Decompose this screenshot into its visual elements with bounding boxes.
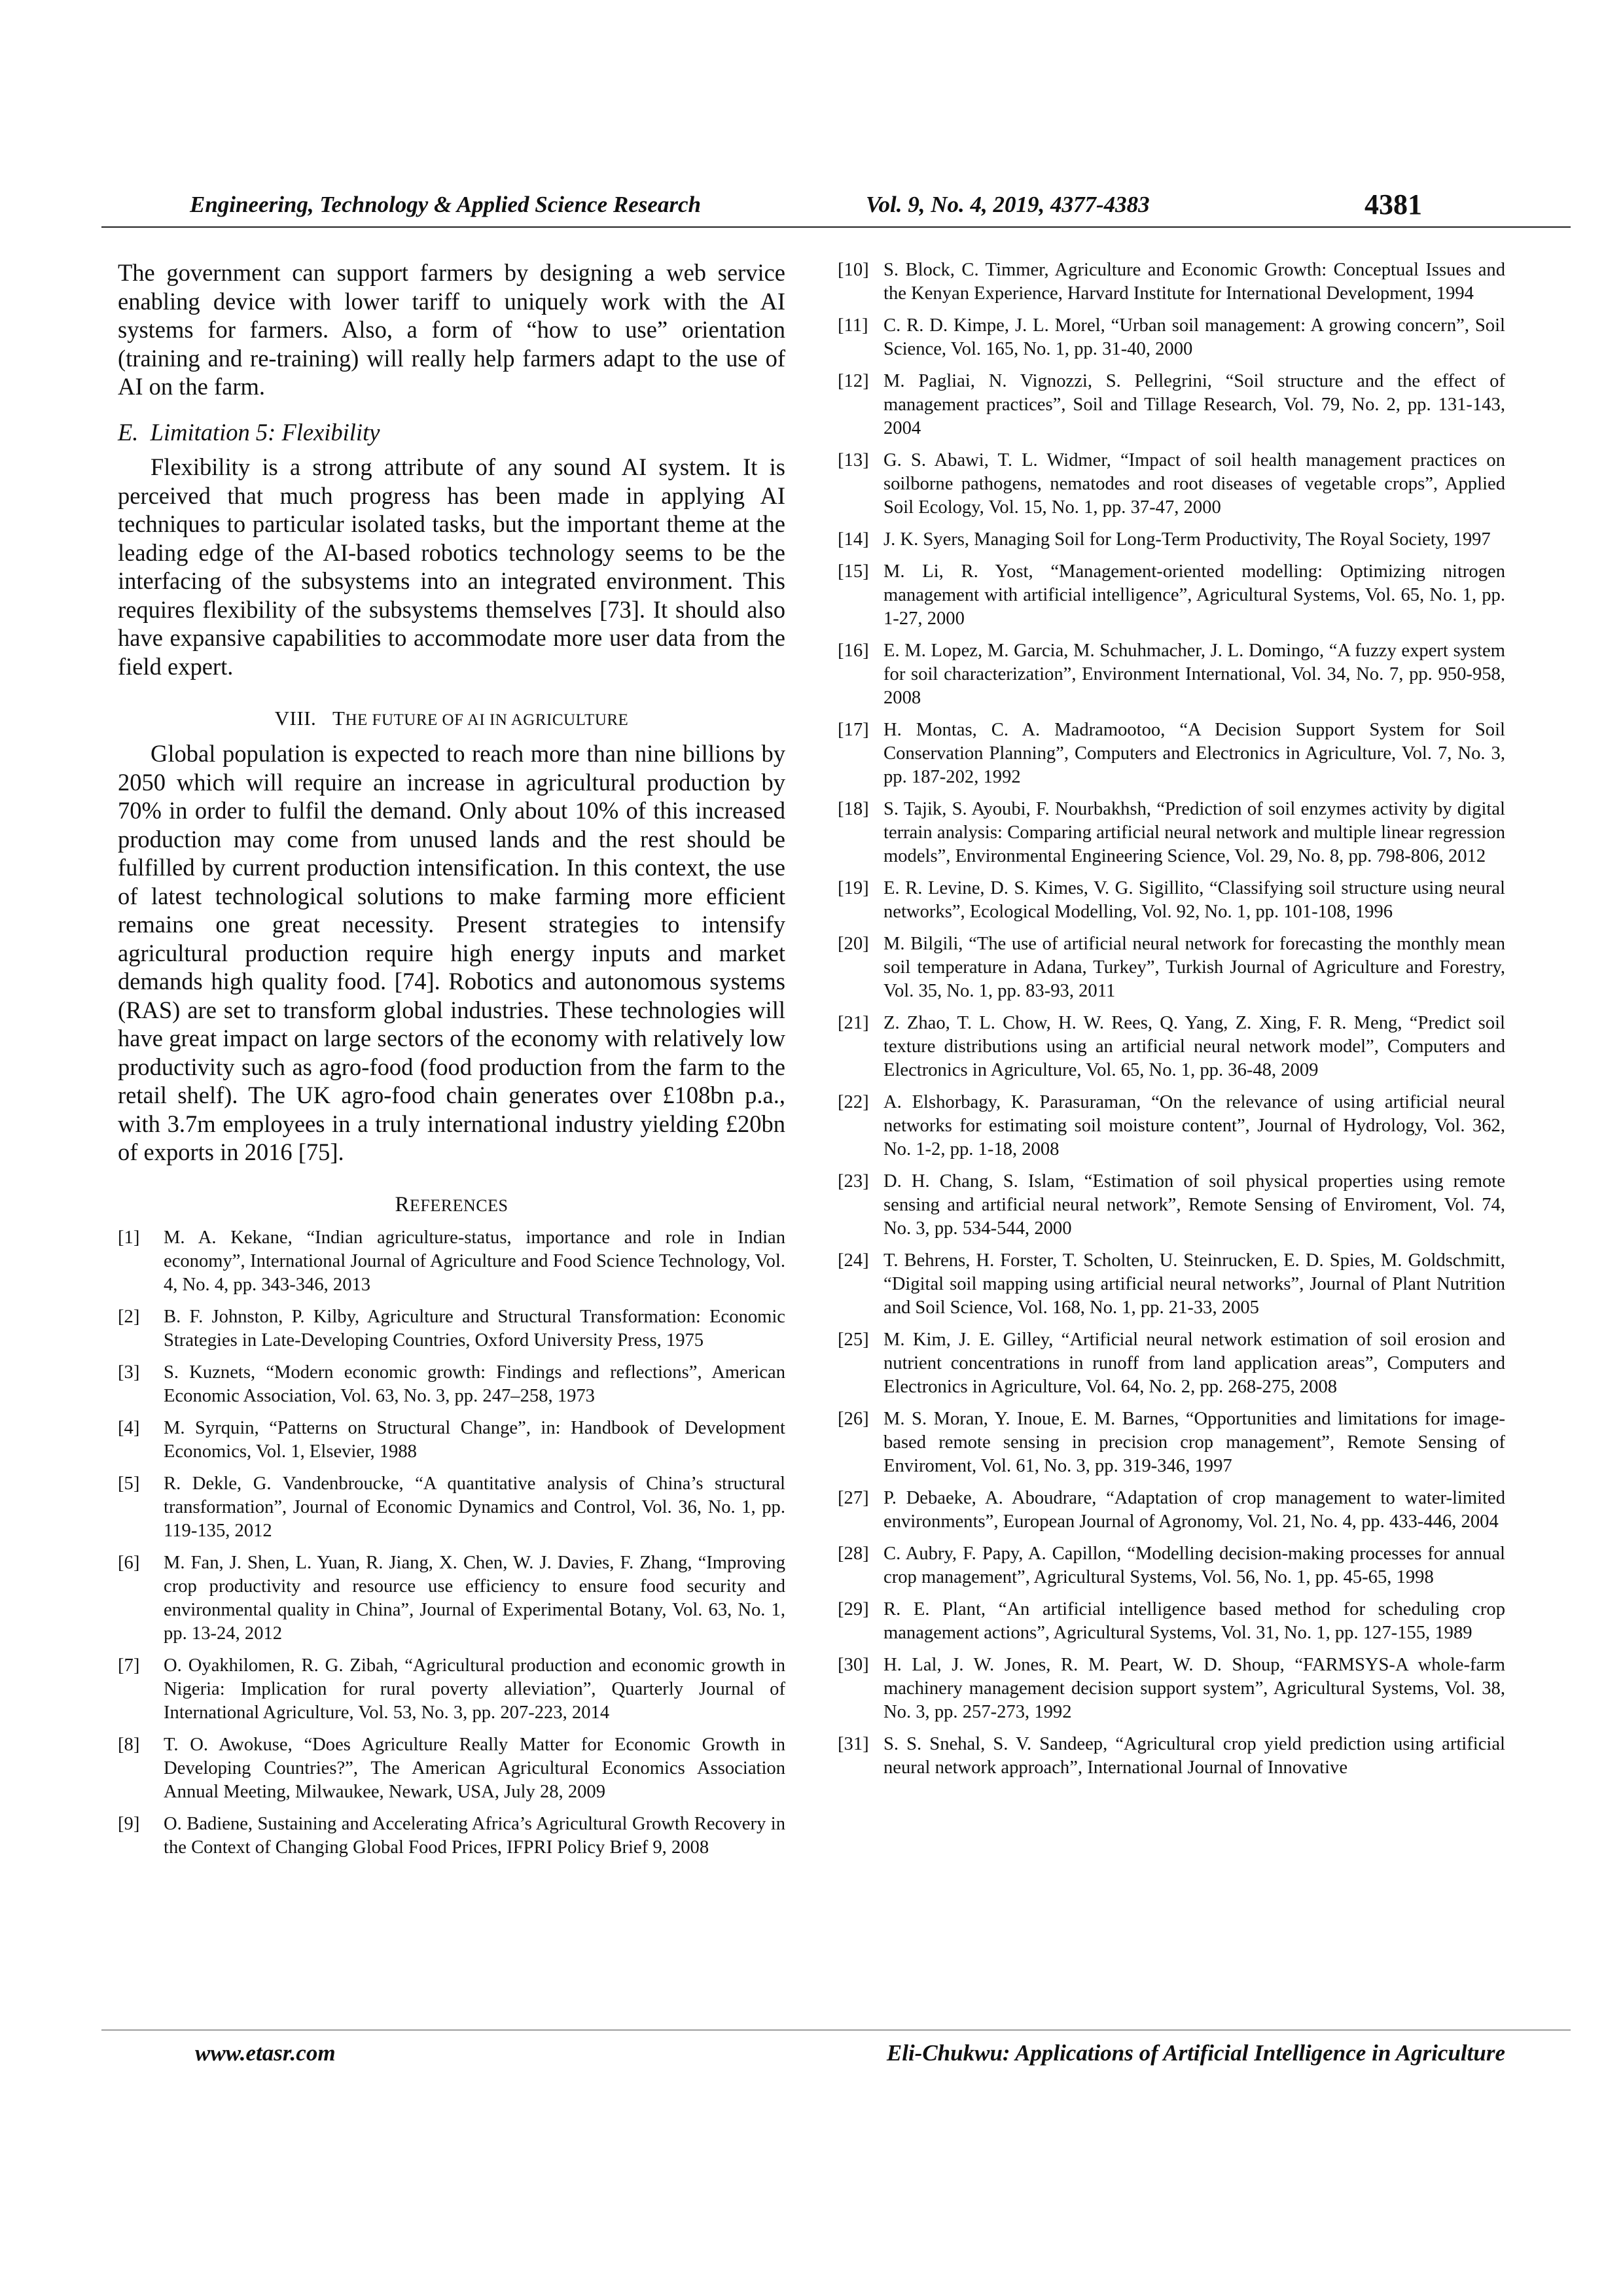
- reference-number: [22]: [838, 1092, 869, 1112]
- reference-item: [838, 528, 1505, 552]
- reference-item: [118, 1654, 785, 1725]
- subsection-heading-e: [118, 418, 785, 447]
- reference-number: [27]: [838, 1488, 869, 1508]
- reference-item: [838, 1091, 1505, 1161]
- reference-item: [838, 639, 1505, 710]
- reference-number: [29]: [838, 1599, 869, 1619]
- section-heading-viii: [118, 707, 785, 730]
- reference-text: H. Lal, J. W. Jones, R. M. Peart, W. D. Shoup, “FARMSYS-A whole-farm machinery management decision support system”, Agricultural Systems, Vol. 38, No. 3, pp. 257-273, 1992: [883, 1655, 1505, 1722]
- reference-list-right: [838, 258, 1505, 1780]
- reference-text: M. S. Moran, Y. Inoue, E. M. Barnes, “Opportunities and limitations for image-based remote sensing in precision crop management”, Remote Sensing of Enviroment, Vol. 61, No. 3, pp. 319-346, 1997: [883, 1409, 1505, 1476]
- reference-number: [15]: [838, 561, 869, 582]
- subsection-title: Limitation 5: Flexibility: [150, 418, 380, 446]
- reference-number: [18]: [838, 799, 869, 819]
- reference-item: [118, 1472, 785, 1543]
- section-number: VIII.: [274, 707, 317, 730]
- reference-number: [9]: [118, 1813, 140, 1834]
- reference-number: [1]: [118, 1227, 140, 1248]
- reference-text: S. Block, C. Timmer, Agriculture and Economic Growth: Conceptual Issues and the Kenyan Experience, Harvard Institute for International Development, 1994: [883, 260, 1505, 304]
- reference-text: T. Behrens, H. Forster, T. Scholten, U. Steinrucken, E. D. Spies, M. Goldschmitt, “Digital soil mapping using artificial neural networks”, Journal of Plant Nutrition and Soil Science, Vol. 168, No. 1, pp. 21-33, 2005: [883, 1250, 1505, 1318]
- reference-text: B. F. Johnston, P. Kilby, Agriculture and Structural Transformation: Economic Strategies in Late-Developing Countries, Oxford University Press, 1975: [164, 1306, 785, 1351]
- reference-number: [12]: [838, 371, 869, 391]
- reference-number: [8]: [118, 1734, 140, 1755]
- section-title-rest: HE FUTURE OF AI IN AGRICULTURE: [345, 711, 629, 729]
- reference-text: C. Aubry, F. Papy, A. Capillon, “Modelling decision-making processes for annual crop management”, Agricultural Systems, Vol. 56, No. 1, pp. 45-65, 1998: [883, 1544, 1505, 1587]
- header-divider: [101, 226, 1571, 228]
- reference-item: [838, 877, 1505, 924]
- subsection-label: E.: [118, 418, 139, 446]
- references-heading-rest: EFERENCES: [410, 1195, 508, 1215]
- reference-text: Z. Zhao, T. L. Chow, H. W. Rees, Q. Yang, Z. Xing, F. R. Meng, “Predict soil texture distributions using an artificial neural network model”, Computers and Electronics in Agriculture, Vol. 65, No. 1, pp. 36-48, 2009: [883, 1013, 1505, 1080]
- reference-text: M. Bilgili, “The use of artificial neural network for forecasting the monthly mean soil temperature in Adana, Turkey”, Turkish Journal of Agriculture and Forestry, Vol. 35, No. 1, pp. 83-93, 2011: [883, 934, 1505, 1001]
- reference-number: [30]: [838, 1655, 869, 1675]
- reference-number: [5]: [118, 1473, 140, 1494]
- reference-number: [11]: [838, 315, 868, 336]
- reference-number: [13]: [838, 450, 869, 470]
- reference-number: [25]: [838, 1330, 869, 1350]
- reference-number: [3]: [118, 1362, 140, 1383]
- reference-item: [118, 1305, 785, 1352]
- reference-list-left: [118, 1226, 785, 1860]
- reference-item: [838, 1598, 1505, 1645]
- reference-text: G. S. Abawi, T. L. Widmer, “Impact of soil health management practices on soilborne pathogens, nematodes and root diseases of vegetable crops”, Applied Soil Ecology, Vol. 15, No. 1, pp. 37-47, 2000: [883, 450, 1505, 518]
- reference-text: C. R. D. Kimpe, J. L. Morel, “Urban soil management: A growing concern”, Soil Science, Vol. 165, No. 1, pp. 31-40, 2000: [883, 315, 1505, 359]
- reference-item: [118, 1226, 785, 1297]
- reference-item: [838, 1012, 1505, 1082]
- reference-text: O. Oyakhilomen, R. G. Zibah, “Agricultural production and economic growth in Nigeria: Implication for rural poverty alleviation”, Quarterly Journal of International Agriculture, Vol. 53, No. 3, pp. 207-223, 2014: [164, 1655, 785, 1723]
- flexibility-paragraph: Flexibility is a strong attribute of any sound AI system. It is perceived that much progress has been made in applying AI techniques to particular isolated tasks, but the important theme at the leading edge of the AI-based robotics technology seems to be the interfacing of the subsystems into an integrated environment. This requires flexibility of the subsystems themselves [73]. It should also have expansive capabilities to accommodate more user data from the field expert.: [118, 453, 785, 680]
- reference-text: T. O. Awokuse, “Does Agriculture Really Matter for Economic Growth in Developing Countries?”, The American Agricultural Economics Association Annual Meeting, Milwaukee, Newark, USA, July 28, 2009: [164, 1734, 785, 1802]
- reference-text: P. Debaeke, A. Aboudrare, “Adaptation of crop management to water-limited environments”, European Journal of Agronomy, Vol. 21, No. 4, pp. 433-446, 2004: [883, 1488, 1505, 1532]
- reference-item: [838, 932, 1505, 1003]
- reference-item: [838, 1170, 1505, 1241]
- reference-text: R. E. Plant, “An artificial intelligence based method for scheduling crop management actions”, Agricultural Systems, Vol. 31, No. 1, pp. 127-155, 1989: [883, 1599, 1505, 1643]
- reference-text: E. R. Levine, D. S. Kimes, V. G. Sigillito, “Classifying soil structure using neural networks”, Ecological Modelling, Vol. 92, No. 1, pp. 101-108, 1996: [883, 878, 1505, 922]
- reference-number: [10]: [838, 260, 869, 280]
- reference-item: [838, 1487, 1505, 1534]
- footer-website: www.etasr.com: [195, 2040, 336, 2066]
- reference-item: [838, 1653, 1505, 1724]
- reference-item: [838, 449, 1505, 520]
- references-heading-first: R: [395, 1192, 410, 1216]
- reference-item: [118, 1812, 785, 1860]
- reference-item: [838, 718, 1505, 789]
- reference-text: S. S. Snehal, S. V. Sandeep, “Agricultural crop yield prediction using artificial neural network approach”, International Journal of Innovative: [883, 1734, 1505, 1778]
- reference-number: [20]: [838, 934, 869, 954]
- reference-number: [2]: [118, 1306, 140, 1327]
- reference-number: [16]: [838, 641, 869, 661]
- reference-text: M. Pagliai, N. Vignozzi, S. Pellegrini, “Soil structure and the effect of management practices”, Soil and Tillage Research, Vol. 79, No. 2, pp. 131-143, 2004: [883, 371, 1505, 438]
- reference-number: [19]: [838, 878, 869, 898]
- reference-item: [838, 798, 1505, 868]
- reference-text: M. Fan, J. Shen, L. Yuan, R. Jiang, X. Chen, W. J. Davies, F. Zhang, “Improving crop productivity and resource use efficiency to ensure food security and environmental quality in China”, Journal of Experimental Botany, Vol. 63, No. 1, pp. 13-24, 2012: [164, 1552, 785, 1644]
- reference-item: [838, 1249, 1505, 1320]
- section-title-first: T: [332, 707, 346, 730]
- right-column: [838, 258, 1505, 1788]
- reference-number: [6]: [118, 1552, 140, 1573]
- reference-number: [28]: [838, 1544, 869, 1564]
- future-paragraph: Global population is expected to reach more than nine billions by 2050 which will require an increase in agricultural production by 70% in order to fulfil the demand. Only about 10% of this increased production may come from unused lands and the rest should be fulfilled by current production intensification. In this context, the use of latest technological solutions to make farming more efficient remains one great necessity. Present strategies to intensify agricultural production require high energy inputs and market demands high quality food. [74]. Robotics and autonomous systems (RAS) are set to transform global industries. These technologies will have great impact on large sectors of the economy with relatively low productivity such as agro-food (food production from the farm to the retail shelf). The UK agro-food chain generates over £108bn p.a., with 3.7m employees in a truly international industry yielding £20bn of exports in 2016 [75].: [118, 740, 785, 1165]
- reference-number: [23]: [838, 1171, 869, 1192]
- reference-text: A. Elshorbagy, K. Parasuraman, “On the relevance of using artificial neural networks for estimating soil moisture content”, Journal of Hydrology, Vol. 362, No. 1-2, pp. 1-18, 2008: [883, 1092, 1505, 1159]
- reference-text: J. K. Syers, Managing Soil for Long-Term Productivity, The Royal Society, 1997: [883, 529, 1491, 550]
- reference-text: D. H. Chang, S. Islam, “Estimation of soil physical properties using remote sensing and artificial neural network”, Remote Sensing of Enviroment, Vol. 74, No. 3, pp. 534-544, 2000: [883, 1171, 1505, 1239]
- reference-item: [838, 1542, 1505, 1589]
- reference-number: [24]: [838, 1250, 869, 1271]
- reference-number: [17]: [838, 720, 869, 740]
- left-column: [118, 258, 785, 1868]
- reference-item: [838, 560, 1505, 631]
- footer-running-title: Eli-Chukwu: Applications of Artificial Intelligence in Agriculture: [886, 2040, 1505, 2066]
- page-number: 4381: [1364, 188, 1422, 221]
- reference-text: H. Montas, C. A. Madramootoo, “A Decision Support System for Soil Conservation Planning”, Computers and Electronics in Agriculture, Vol. 7, No. 3, pp. 187-202, 1992: [883, 720, 1505, 787]
- intro-paragraph: The government can support farmers by designing a web service enabling device with lower tariff to uniquely work with the AI systems for farmers. Also, a form of “how to use” orientation (training and re-training) will really help farmers adapt to the use of AI on the farm.: [118, 259, 785, 400]
- journal-title: Engineering, Technology & Applied Science Research: [190, 192, 702, 217]
- reference-text: S. Tajik, S. Ayoubi, F. Nourbakhsh, “Prediction of soil enzymes activity by digital terrain analysis: Comparing artificial neural network and multiple linear regression models”, Environmental Engineering Science, Vol. 29, No. 8, pp. 798-806, 2012: [883, 799, 1505, 866]
- reference-item: [838, 370, 1505, 440]
- reference-text: M. Li, R. Yost, “Management-oriented modelling: Optimizing nitrogen management with artificial intelligence”, Agricultural Systems, Vol. 65, No. 1, pp. 1-27, 2000: [883, 561, 1505, 629]
- reference-text: M. Kim, J. E. Gilley, “Artificial neural network estimation of soil erosion and nutrient concentrations in runoff from land application areas”, Computers and Electronics in Agriculture, Vol. 64, No. 2, pp. 268-275, 2008: [883, 1330, 1505, 1397]
- reference-number: [7]: [118, 1655, 140, 1676]
- reference-number: [14]: [838, 529, 869, 550]
- volume-info: Vol. 9, No. 4, 2019, 4377-4383: [866, 192, 1150, 217]
- reference-text: M. A. Kekane, “Indian agriculture-status, importance and role in Indian economy”, International Journal of Agriculture and Food Science Technology, Vol. 4, No. 4, pp. 343-346, 2013: [164, 1227, 785, 1295]
- reference-number: [26]: [838, 1409, 869, 1429]
- reference-number: [31]: [838, 1734, 869, 1754]
- reference-item: [838, 1407, 1505, 1478]
- reference-item: [118, 1361, 785, 1408]
- reference-item: [118, 1417, 785, 1464]
- reference-item: [838, 258, 1505, 306]
- reference-text: M. Syrquin, “Patterns on Structural Change”, in: Handbook of Development Economics, Vol. 1, Elsevier, 1988: [164, 1417, 785, 1462]
- reference-item: [118, 1551, 785, 1646]
- reference-text: E. M. Lopez, M. Garcia, M. Schuhmacher, J. L. Domingo, “A fuzzy expert system for soil characterization”, Environment International, Vol. 34, No. 7, pp. 950-958, 2008: [883, 641, 1505, 708]
- reference-number: [21]: [838, 1013, 869, 1033]
- header-bar: [101, 188, 1571, 228]
- references-heading: [118, 1193, 785, 1217]
- reference-text: S. Kuznets, “Modern economic growth: Findings and reflections”, American Economic Association, Vol. 63, No. 3, pp. 247–258, 1973: [164, 1362, 785, 1406]
- reference-item: [118, 1733, 785, 1804]
- reference-text: R. Dekle, G. Vandenbroucke, “A quantitative analysis of China’s structural transformation”, Journal of Economic Dynamics and Control, Vol. 36, No. 1, pp. 119-135, 2012: [164, 1473, 785, 1541]
- reference-number: [4]: [118, 1417, 140, 1438]
- reference-text: O. Badiene, Sustaining and Accelerating Africa’s Agricultural Growth Recovery in the Context of Changing Global Food Prices, IFPRI Policy Brief 9, 2008: [164, 1813, 785, 1858]
- reference-item: [838, 1328, 1505, 1399]
- reference-item: [838, 1733, 1505, 1780]
- reference-item: [838, 314, 1505, 361]
